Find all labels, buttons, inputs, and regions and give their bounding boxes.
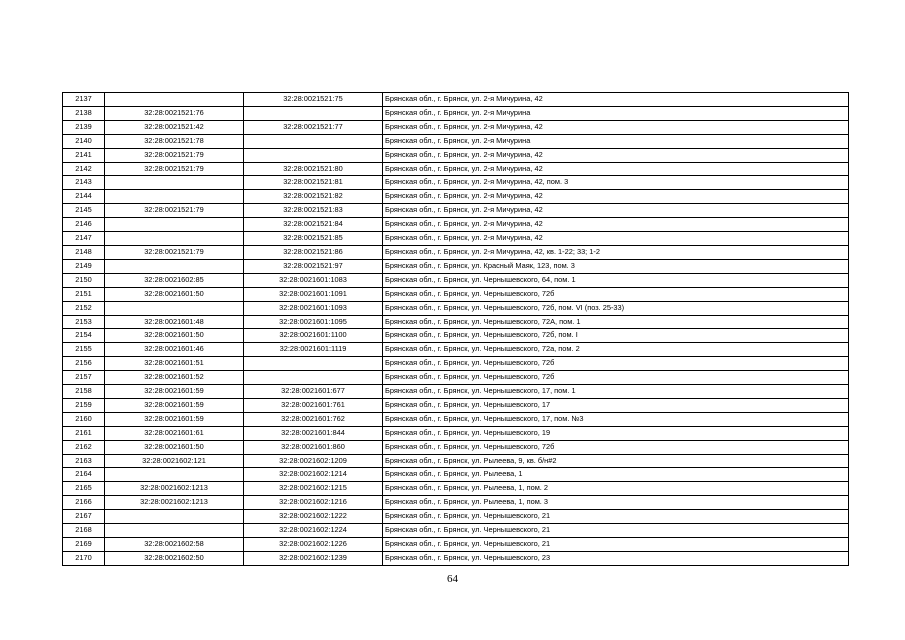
- object-cadastral-number-cell: 32:28:0021602:1216: [244, 496, 383, 510]
- address-cell: Брянская обл., г. Брянск, ул. Чернышевского, 72б, пом. I: [383, 329, 849, 343]
- address-cell: Брянская обл., г. Брянск, ул. 2-я Мичурина, 42: [383, 232, 849, 246]
- table-row: [63, 510, 849, 524]
- object-cadastral-number-cell: 32:28:0021521:97: [244, 259, 383, 273]
- land-cadastral-number-cell: 32:28:0021602:121: [105, 454, 244, 468]
- address-cell: Брянская обл., г. Брянск, ул. 2-я Мичурина, 42: [383, 218, 849, 232]
- row-number-cell: 2163: [63, 454, 105, 468]
- land-cadastral-number-cell: [105, 524, 244, 538]
- object-cadastral-number-cell: 32:28:0021601:1093: [244, 301, 383, 315]
- row-number-cell: 2158: [63, 385, 105, 399]
- table-row: [63, 245, 849, 259]
- table-row: [63, 315, 849, 329]
- table-row: [63, 468, 849, 482]
- object-cadastral-number-cell: [244, 106, 383, 120]
- object-cadastral-number-cell: 32:28:0021601:677: [244, 385, 383, 399]
- address-cell: Брянская обл., г. Брянск, ул. 2-я Мичурина: [383, 134, 849, 148]
- object-cadastral-number-cell: 32:28:0021601:844: [244, 426, 383, 440]
- address-cell: Брянская обл., г. Брянск, ул. 2-я Мичурина, 42: [383, 120, 849, 134]
- row-number-cell: 2146: [63, 218, 105, 232]
- land-cadastral-number-cell: 32:28:0021602:1213: [105, 482, 244, 496]
- table-row: [63, 148, 849, 162]
- row-number-cell: 2168: [63, 524, 105, 538]
- land-cadastral-number-cell: 32:28:0021521:79: [105, 162, 244, 176]
- address-cell: Брянская обл., г. Брянск, ул. Рылеева, 1, пом. 3: [383, 496, 849, 510]
- row-number-cell: 2155: [63, 343, 105, 357]
- object-cadastral-number-cell: [244, 148, 383, 162]
- land-cadastral-number-cell: 32:28:0021601:59: [105, 385, 244, 399]
- land-cadastral-number-cell: 32:28:0021521:76: [105, 106, 244, 120]
- land-cadastral-number-cell: 32:28:0021601:59: [105, 398, 244, 412]
- land-cadastral-number-cell: 32:28:0021601:48: [105, 315, 244, 329]
- object-cadastral-number-cell: [244, 371, 383, 385]
- address-cell: Брянская обл., г. Брянск, ул. Чернышевского, 72б: [383, 287, 849, 301]
- address-cell: Брянская обл., г. Брянск, ул. Чернышевского, 21: [383, 538, 849, 552]
- object-cadastral-number-cell: 32:28:0021601:1091: [244, 287, 383, 301]
- table-row: [63, 440, 849, 454]
- table-row: [63, 273, 849, 287]
- row-number-cell: 2150: [63, 273, 105, 287]
- object-cadastral-number-cell: 32:28:0021602:1209: [244, 454, 383, 468]
- object-cadastral-number-cell: 32:28:0021601:860: [244, 440, 383, 454]
- address-cell: Брянская обл., г. Брянск, ул. Чернышевского, 72б: [383, 357, 849, 371]
- row-number-cell: 2142: [63, 162, 105, 176]
- land-cadastral-number-cell: 32:28:0021601:51: [105, 357, 244, 371]
- land-cadastral-number-cell: 32:28:0021521:79: [105, 148, 244, 162]
- address-cell: Брянская обл., г. Брянск, ул. Красный Маяк, 123, пом. 3: [383, 259, 849, 273]
- table-row: [63, 190, 849, 204]
- land-cadastral-number-cell: 32:28:0021601:50: [105, 329, 244, 343]
- row-number-cell: 2162: [63, 440, 105, 454]
- object-cadastral-number-cell: 32:28:0021521:81: [244, 176, 383, 190]
- address-cell: Брянская обл., г. Брянск, ул. Чернышевского, 72б, пом. VI (поз. 25-33): [383, 301, 849, 315]
- address-cell: Брянская обл., г. Брянск, ул. Чернышевского, 17: [383, 398, 849, 412]
- row-number-cell: 2141: [63, 148, 105, 162]
- table-row: [63, 412, 849, 426]
- row-number-cell: 2137: [63, 93, 105, 107]
- table-row: [63, 204, 849, 218]
- table-row: [63, 398, 849, 412]
- address-cell: Брянская обл., г. Брянск, ул. Чернышевского, 21: [383, 524, 849, 538]
- table-row: [63, 371, 849, 385]
- address-cell: Брянская обл., г. Брянск, ул. 2-я Мичурина, 42: [383, 204, 849, 218]
- row-number-cell: 2145: [63, 204, 105, 218]
- address-cell: Брянская обл., г. Брянск, ул. 2-я Мичурина, 42, пом. 3: [383, 176, 849, 190]
- object-cadastral-number-cell: 32:28:0021601:761: [244, 398, 383, 412]
- land-cadastral-number-cell: 32:28:0021521:79: [105, 245, 244, 259]
- row-number-cell: 2156: [63, 357, 105, 371]
- table-row: [63, 538, 849, 552]
- row-number-cell: 2140: [63, 134, 105, 148]
- object-cadastral-number-cell: 32:28:0021601:1095: [244, 315, 383, 329]
- land-cadastral-number-cell: 32:28:0021602:85: [105, 273, 244, 287]
- address-cell: Брянская обл., г. Брянск, ул. Чернышевского, 23: [383, 551, 849, 565]
- object-cadastral-number-cell: 32:28:0021521:85: [244, 232, 383, 246]
- address-cell: Брянская обл., г. Брянск, ул. 2-я Мичурина, 42: [383, 93, 849, 107]
- row-number-cell: 2159: [63, 398, 105, 412]
- land-cadastral-number-cell: [105, 190, 244, 204]
- address-cell: Брянская обл., г. Брянск, ул. Рылеева, 1, пом. 2: [383, 482, 849, 496]
- row-number-cell: 2144: [63, 190, 105, 204]
- object-cadastral-number-cell: 32:28:0021602:1222: [244, 510, 383, 524]
- address-cell: Брянская обл., г. Брянск, ул. 2-я Мичурина, 42: [383, 148, 849, 162]
- table-row: [63, 287, 849, 301]
- object-cadastral-number-cell: 32:28:0021602:1224: [244, 524, 383, 538]
- address-cell: Брянская обл., г. Брянск, ул. 2-я Мичурина: [383, 106, 849, 120]
- land-cadastral-number-cell: 32:28:0021601:50: [105, 287, 244, 301]
- table-row: [63, 524, 849, 538]
- table-row: [63, 176, 849, 190]
- table-row: [63, 259, 849, 273]
- land-cadastral-number-cell: 32:28:0021601:61: [105, 426, 244, 440]
- address-cell: Брянская обл., г. Брянск, ул. Чернышевского, 72б: [383, 371, 849, 385]
- table-row: [63, 93, 849, 107]
- address-cell: Брянская обл., г. Брянск, ул. Чернышевского, 72а, пом. 2: [383, 343, 849, 357]
- table-row: [63, 162, 849, 176]
- address-cell: Брянская обл., г. Брянск, ул. Чернышевского, 72б: [383, 440, 849, 454]
- object-cadastral-number-cell: 32:28:0021601:1119: [244, 343, 383, 357]
- land-cadastral-number-cell: 32:28:0021601:50: [105, 440, 244, 454]
- table-row: [63, 496, 849, 510]
- row-number-cell: 2167: [63, 510, 105, 524]
- row-number-cell: 2138: [63, 106, 105, 120]
- object-cadastral-number-cell: 32:28:0021521:80: [244, 162, 383, 176]
- address-cell: Брянская обл., г. Брянск, ул. Чернышевского, 64, пом. 1: [383, 273, 849, 287]
- object-cadastral-number-cell: 32:28:0021602:1215: [244, 482, 383, 496]
- row-number-cell: 2169: [63, 538, 105, 552]
- land-cadastral-number-cell: 32:28:0021521:42: [105, 120, 244, 134]
- row-number-cell: 2139: [63, 120, 105, 134]
- object-cadastral-number-cell: 32:28:0021521:86: [244, 245, 383, 259]
- land-cadastral-number-cell: 32:28:0021521:78: [105, 134, 244, 148]
- row-number-cell: 2143: [63, 176, 105, 190]
- row-number-cell: 2149: [63, 259, 105, 273]
- table-row: [63, 385, 849, 399]
- land-cadastral-number-cell: 32:28:0021602:58: [105, 538, 244, 552]
- table-row: [63, 106, 849, 120]
- table-row: [63, 134, 849, 148]
- table-row: [63, 551, 849, 565]
- land-cadastral-number-cell: [105, 510, 244, 524]
- object-cadastral-number-cell: [244, 134, 383, 148]
- object-cadastral-number-cell: 32:28:0021521:77: [244, 120, 383, 134]
- table-row: [63, 357, 849, 371]
- land-cadastral-number-cell: [105, 176, 244, 190]
- address-cell: Брянская обл., г. Брянск, ул. Рылеева, 9, кв. б/н#2: [383, 454, 849, 468]
- table-body: [63, 93, 849, 566]
- address-cell: Брянская обл., г. Брянск, ул. Рылеева, 1: [383, 468, 849, 482]
- land-cadastral-number-cell: [105, 259, 244, 273]
- row-number-cell: 2160: [63, 412, 105, 426]
- object-cadastral-number-cell: 32:28:0021602:1239: [244, 551, 383, 565]
- object-cadastral-number-cell: 32:28:0021521:84: [244, 218, 383, 232]
- address-cell: Брянская обл., г. Брянск, ул. 2-я Мичурина, 42: [383, 190, 849, 204]
- land-cadastral-number-cell: [105, 232, 244, 246]
- row-number-cell: 2157: [63, 371, 105, 385]
- object-cadastral-number-cell: 32:28:0021521:82: [244, 190, 383, 204]
- table-row: [63, 301, 849, 315]
- row-number-cell: 2151: [63, 287, 105, 301]
- row-number-cell: 2164: [63, 468, 105, 482]
- land-cadastral-number-cell: [105, 468, 244, 482]
- page-number: 64: [447, 573, 458, 585]
- object-cadastral-number-cell: 32:28:0021602:1226: [244, 538, 383, 552]
- address-cell: Брянская обл., г. Брянск, ул. Чернышевского, 21: [383, 510, 849, 524]
- cadastral-table: [62, 92, 849, 566]
- object-cadastral-number-cell: 32:28:0021602:1214: [244, 468, 383, 482]
- land-cadastral-number-cell: 32:28:0021601:59: [105, 412, 244, 426]
- table-row: [63, 329, 849, 343]
- land-cadastral-number-cell: 32:28:0021601:46: [105, 343, 244, 357]
- object-cadastral-number-cell: 32:28:0021521:75: [244, 93, 383, 107]
- address-cell: Брянская обл., г. Брянск, ул. 2-я Мичурина, 42, кв. 1-22; 33; 1-2: [383, 245, 849, 259]
- row-number-cell: 2165: [63, 482, 105, 496]
- table-row: [63, 426, 849, 440]
- object-cadastral-number-cell: 32:28:0021601:762: [244, 412, 383, 426]
- land-cadastral-number-cell: [105, 93, 244, 107]
- row-number-cell: 2154: [63, 329, 105, 343]
- land-cadastral-number-cell: 32:28:0021601:52: [105, 371, 244, 385]
- table-row: [63, 232, 849, 246]
- object-cadastral-number-cell: 32:28:0021601:1083: [244, 273, 383, 287]
- table-row: [63, 120, 849, 134]
- land-cadastral-number-cell: 32:28:0021521:79: [105, 204, 244, 218]
- address-cell: Брянская обл., г. Брянск, ул. Чернышевского, 19: [383, 426, 849, 440]
- table-row: [63, 454, 849, 468]
- land-cadastral-number-cell: [105, 301, 244, 315]
- row-number-cell: 2152: [63, 301, 105, 315]
- table-row: [63, 343, 849, 357]
- row-number-cell: 2153: [63, 315, 105, 329]
- object-cadastral-number-cell: 32:28:0021601:1100: [244, 329, 383, 343]
- address-cell: Брянская обл., г. Брянск, ул. Чернышевского, 17, пом. 1: [383, 385, 849, 399]
- object-cadastral-number-cell: [244, 357, 383, 371]
- row-number-cell: 2170: [63, 551, 105, 565]
- land-cadastral-number-cell: 32:28:0021602:50: [105, 551, 244, 565]
- row-number-cell: 2148: [63, 245, 105, 259]
- address-cell: Брянская обл., г. Брянск, ул. 2-я Мичурина, 42: [383, 162, 849, 176]
- object-cadastral-number-cell: 32:28:0021521:83: [244, 204, 383, 218]
- land-cadastral-number-cell: 32:28:0021602:1213: [105, 496, 244, 510]
- table-row: [63, 218, 849, 232]
- row-number-cell: 2161: [63, 426, 105, 440]
- row-number-cell: 2147: [63, 232, 105, 246]
- row-number-cell: 2166: [63, 496, 105, 510]
- address-cell: Брянская обл., г. Брянск, ул. Чернышевского, 72А, пом. 1: [383, 315, 849, 329]
- land-cadastral-number-cell: [105, 218, 244, 232]
- table-row: [63, 482, 849, 496]
- address-cell: Брянская обл., г. Брянск, ул. Чернышевского, 17, пом. №3: [383, 412, 849, 426]
